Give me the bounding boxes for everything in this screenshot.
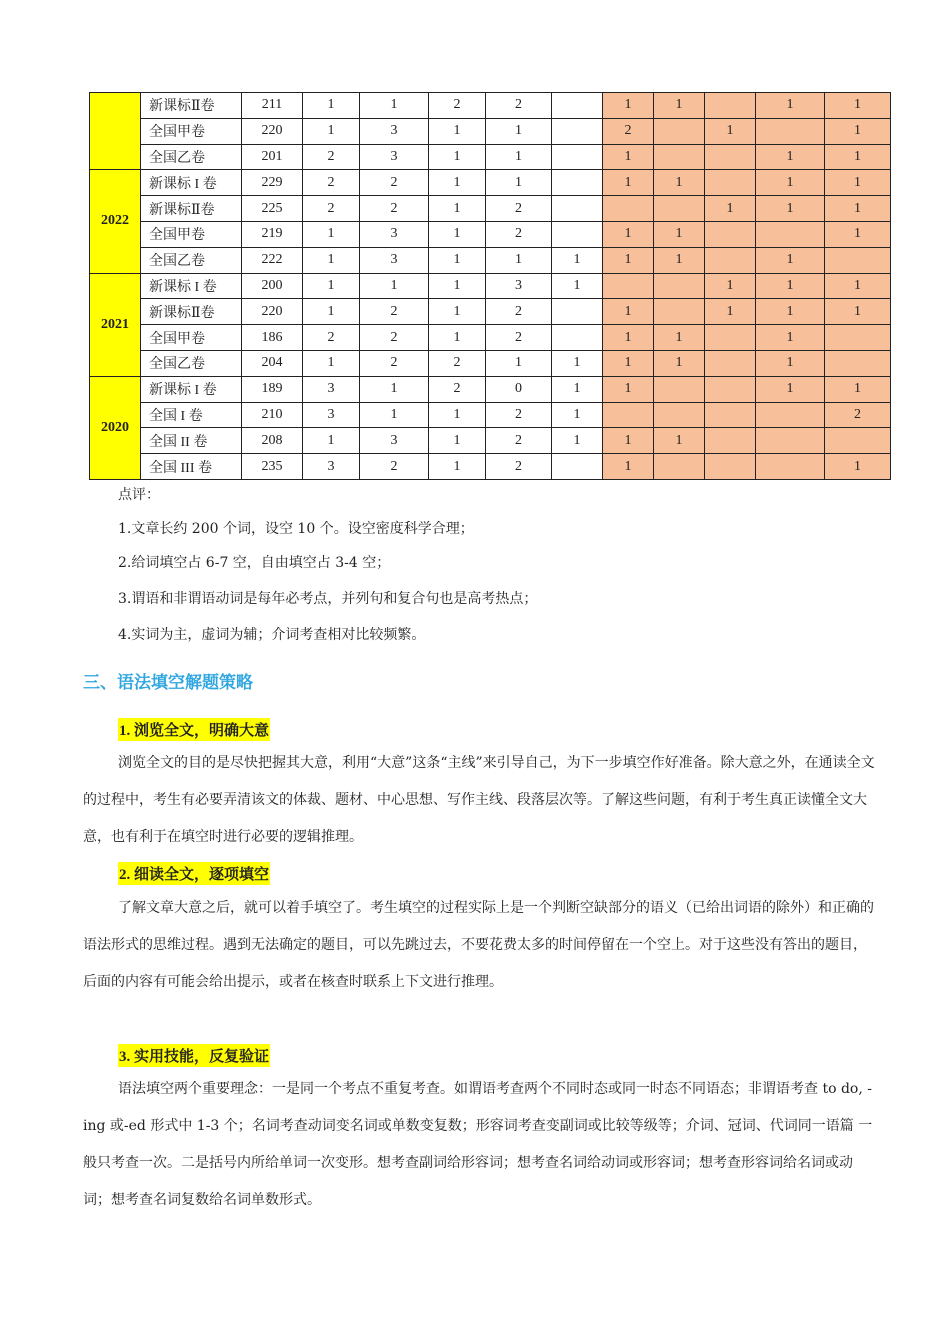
count-cell: 1 (360, 273, 429, 299)
year-cell: 2022 (90, 170, 141, 273)
count-cell: 1 (303, 273, 360, 299)
highlight-count-cell: 1 (603, 299, 654, 325)
count-cell: 3 (486, 273, 552, 299)
table-row (90, 221, 891, 247)
highlight-count-cell (705, 93, 756, 119)
count-cell: 3 (360, 221, 429, 247)
highlight-count-cell: 1 (825, 170, 891, 196)
count-cell: 1 (303, 118, 360, 144)
count-cell: 1 (429, 170, 486, 196)
highlight-count-cell: 1 (603, 350, 654, 376)
count-cell (552, 299, 603, 325)
highlight-count-cell: 1 (756, 170, 825, 196)
table-row (90, 299, 891, 325)
count-cell: 1 (429, 221, 486, 247)
comment-label: 点评： (118, 487, 160, 503)
count-cell: 2 (486, 221, 552, 247)
highlight-count-cell (705, 170, 756, 196)
count-cell: 2 (486, 428, 552, 454)
table-row (90, 428, 891, 454)
subsection-heading: 3. 实用技能，反复验证 (118, 1044, 270, 1067)
comment-item: 4.实词为主，虚词为辅；介词考查相对比较频繁。 (118, 627, 426, 643)
highlight-count-cell (705, 402, 756, 428)
count-cell: 1 (429, 144, 486, 170)
highlight-count-cell (654, 376, 705, 402)
count-cell: 1 (303, 428, 360, 454)
count-cell: 1 (429, 454, 486, 480)
count-cell: 2 (429, 376, 486, 402)
table-row (90, 93, 891, 119)
count-cell: 1 (429, 402, 486, 428)
word-count-cell: 211 (242, 93, 303, 119)
count-cell: 2 (360, 454, 429, 480)
count-cell: 2 (360, 350, 429, 376)
word-count-cell: 201 (242, 144, 303, 170)
word-count-cell: 200 (242, 273, 303, 299)
count-cell: 3 (303, 454, 360, 480)
paper-name-cell: 新课标 I 卷 (141, 376, 242, 402)
highlight-count-cell (756, 402, 825, 428)
highlight-count-cell: 1 (705, 118, 756, 144)
highlight-count-cell: 1 (756, 325, 825, 351)
paper-name-cell: 新课标 I 卷 (141, 170, 242, 196)
count-cell: 1 (360, 93, 429, 119)
word-count-cell: 208 (242, 428, 303, 454)
table-row (90, 454, 891, 480)
highlight-count-cell (654, 144, 705, 170)
count-cell: 3 (360, 118, 429, 144)
highlight-count-cell: 1 (825, 144, 891, 170)
highlight-count-cell: 1 (705, 273, 756, 299)
count-cell: 1 (486, 118, 552, 144)
highlight-count-cell (705, 454, 756, 480)
count-cell: 2 (486, 402, 552, 428)
highlight-count-cell (603, 402, 654, 428)
table-row (90, 144, 891, 170)
count-cell: 1 (303, 93, 360, 119)
paper-name-cell: 新课标Ⅱ卷 (141, 196, 242, 222)
subsection-heading: 1. 浏览全文，明确大意 (118, 718, 270, 741)
highlight-count-cell: 1 (654, 93, 705, 119)
highlight-count-cell: 1 (756, 93, 825, 119)
highlight-count-cell (705, 144, 756, 170)
highlight-count-cell: 1 (603, 221, 654, 247)
word-count-cell: 186 (242, 325, 303, 351)
highlight-count-cell: 1 (756, 247, 825, 273)
count-cell: 0 (486, 376, 552, 402)
highlight-count-cell: 1 (756, 299, 825, 325)
count-cell: 2 (486, 196, 552, 222)
highlight-count-cell: 1 (756, 350, 825, 376)
count-cell: 1 (552, 402, 603, 428)
highlight-count-cell: 1 (756, 376, 825, 402)
count-cell: 2 (486, 454, 552, 480)
table-row (90, 350, 891, 376)
count-cell: 2 (486, 93, 552, 119)
paper-name-cell: 全国 I 卷 (141, 402, 242, 428)
highlight-count-cell: 1 (825, 221, 891, 247)
count-cell: 2 (360, 325, 429, 351)
highlight-count-cell (705, 221, 756, 247)
word-count-cell: 222 (242, 247, 303, 273)
highlight-count-cell (756, 118, 825, 144)
highlight-count-cell (825, 428, 891, 454)
paper-name-cell: 全国乙卷 (141, 247, 242, 273)
highlight-count-cell: 1 (756, 196, 825, 222)
comment-item: 3.谓语和非谓语动词是每年必考点，并列句和复合句也是高考热点； (118, 591, 538, 607)
count-cell: 2 (360, 299, 429, 325)
subsection-paragraph: 语法填空两个重要理念：一是同一个考点不重复考查。如谓语考查两个不同时态或同一时态不同语态；非谓语考查 to do, -ing 或-ed 形式中 1-3 个；名词考查动词变名词或单数变复数；形容词考查变副词或比较等级等；介词、冠词、代词同一语篇 一般只考查一次。二是括号内所给单词一次变形。想考查副词给形容词；想考查名词给动词或形容词；想考查形容词给名词或动词；想考查名词复数给名词单数形式。 (83, 1081, 873, 1208)
paper-name-cell: 全国甲卷 (141, 325, 242, 351)
comment-item: 1.文章长约 200 个词，设空 10 个。设空密度科学合理； (118, 521, 474, 537)
highlight-count-cell (705, 325, 756, 351)
count-cell: 3 (360, 144, 429, 170)
count-cell: 1 (552, 247, 603, 273)
count-cell: 1 (552, 428, 603, 454)
count-cell (552, 93, 603, 119)
paper-name-cell: 新课标Ⅱ卷 (141, 93, 242, 119)
highlight-count-cell: 1 (654, 350, 705, 376)
count-cell: 1 (429, 299, 486, 325)
count-cell: 1 (429, 273, 486, 299)
highlight-count-cell: 1 (603, 325, 654, 351)
highlight-count-cell: 1 (654, 170, 705, 196)
highlight-count-cell: 1 (603, 247, 654, 273)
count-cell: 1 (552, 273, 603, 299)
count-cell: 1 (303, 350, 360, 376)
table-row (90, 325, 891, 351)
highlight-count-cell: 1 (705, 299, 756, 325)
count-cell (552, 196, 603, 222)
count-cell: 2 (360, 170, 429, 196)
table-row (90, 196, 891, 222)
count-cell: 1 (486, 247, 552, 273)
word-count-cell: 204 (242, 350, 303, 376)
highlight-count-cell: 1 (603, 93, 654, 119)
paper-name-cell: 全国甲卷 (141, 118, 242, 144)
subsection-paragraph: 了解文章大意之后，就可以着手填空了。考生填空的过程实际上是一个判断空缺部分的语义（已给出词语的除外）和正确的语法形式的思维过程。遇到无法确定的题目，可以先跳过去，不要花费太多的时间停留在一个空上。对于这些没有答出的题目，后面的内容有可能会给出提示，或者在核查时联系上下文进行推理。 (83, 900, 874, 990)
count-cell: 2 (429, 93, 486, 119)
highlight-count-cell: 1 (603, 170, 654, 196)
highlight-count-cell: 1 (825, 196, 891, 222)
highlight-count-cell (825, 350, 891, 376)
count-cell: 1 (429, 247, 486, 273)
count-cell: 1 (429, 196, 486, 222)
highlight-count-cell (654, 299, 705, 325)
count-cell: 1 (429, 325, 486, 351)
highlight-count-cell: 1 (825, 93, 891, 119)
highlight-count-cell (825, 247, 891, 273)
word-count-cell: 225 (242, 196, 303, 222)
highlight-count-cell: 1 (756, 273, 825, 299)
count-cell: 1 (486, 170, 552, 196)
count-cell: 1 (486, 350, 552, 376)
highlight-count-cell (705, 350, 756, 376)
highlight-count-cell (654, 118, 705, 144)
highlight-count-cell (654, 196, 705, 222)
count-cell: 2 (486, 325, 552, 351)
count-cell (552, 454, 603, 480)
count-cell: 2 (429, 350, 486, 376)
exam-statistics-table (89, 92, 891, 480)
count-cell: 3 (360, 247, 429, 273)
count-cell: 2 (303, 170, 360, 196)
count-cell: 3 (360, 428, 429, 454)
count-cell: 1 (429, 118, 486, 144)
count-cell: 2 (303, 196, 360, 222)
highlight-count-cell: 1 (654, 221, 705, 247)
count-cell (552, 221, 603, 247)
count-cell (552, 170, 603, 196)
highlight-count-cell (756, 221, 825, 247)
count-cell: 2 (486, 299, 552, 325)
word-count-cell: 229 (242, 170, 303, 196)
highlight-count-cell (705, 428, 756, 454)
highlight-count-cell (603, 196, 654, 222)
highlight-count-cell: 1 (825, 376, 891, 402)
count-cell (552, 144, 603, 170)
subsection-paragraph: 浏览全文的目的是尽快把握其大意，利用“大意”这条“主线”来引导自己，为下一步填空作好准备。除大意之外，在通读全文的过程中，考生有必要弄清该文的体裁、题材、中心思想、写作主线、段落层次等。了解这些问题，有利于考生真正读懂全文大意，也有利于在填空时进行必要的逻辑推理。 (83, 755, 875, 845)
table-row (90, 376, 891, 402)
count-cell: 1 (552, 376, 603, 402)
highlight-count-cell (705, 376, 756, 402)
count-cell: 1 (303, 221, 360, 247)
word-count-cell: 220 (242, 299, 303, 325)
paper-name-cell: 新课标 I 卷 (141, 273, 242, 299)
highlight-count-cell (654, 454, 705, 480)
highlight-count-cell: 1 (825, 299, 891, 325)
highlight-count-cell: 1 (654, 247, 705, 273)
highlight-count-cell (654, 273, 705, 299)
highlight-count-cell: 1 (603, 144, 654, 170)
count-cell: 2 (303, 325, 360, 351)
table-row (90, 402, 891, 428)
year-cell: 2021 (90, 273, 141, 376)
highlight-count-cell: 1 (603, 376, 654, 402)
highlight-count-cell (705, 247, 756, 273)
highlight-count-cell: 1 (603, 428, 654, 454)
section-title: 三、语法填空解题策略 (83, 673, 253, 693)
count-cell: 3 (303, 402, 360, 428)
count-cell: 1 (429, 428, 486, 454)
highlight-count-cell (756, 454, 825, 480)
subsection-heading: 2. 细读全文，逐项填空 (118, 862, 270, 885)
paper-name-cell: 全国 II 卷 (141, 428, 242, 454)
paper-name-cell: 全国乙卷 (141, 144, 242, 170)
count-cell (552, 325, 603, 351)
highlight-count-cell (603, 273, 654, 299)
year-cell (90, 93, 141, 170)
comment-item: 2.给词填空占 6-7 空，自由填空占 3-4 空； (118, 555, 391, 571)
count-cell: 1 (552, 350, 603, 376)
highlight-count-cell: 1 (654, 325, 705, 351)
highlight-count-cell: 2 (825, 402, 891, 428)
count-cell: 1 (360, 376, 429, 402)
count-cell: 3 (303, 376, 360, 402)
paper-name-cell: 全国乙卷 (141, 350, 242, 376)
highlight-count-cell: 1 (603, 454, 654, 480)
count-cell: 1 (486, 144, 552, 170)
highlight-count-cell: 1 (825, 118, 891, 144)
word-count-cell: 235 (242, 454, 303, 480)
word-count-cell: 219 (242, 221, 303, 247)
table-body (90, 93, 891, 480)
highlight-count-cell (654, 402, 705, 428)
highlight-count-cell: 1 (825, 454, 891, 480)
highlight-count-cell: 1 (756, 144, 825, 170)
table-row (90, 118, 891, 144)
highlight-count-cell: 2 (603, 118, 654, 144)
paper-name-cell: 全国甲卷 (141, 221, 242, 247)
count-cell: 1 (303, 299, 360, 325)
paper-name-cell: 全国 III 卷 (141, 454, 242, 480)
table-row (90, 170, 891, 196)
count-cell: 2 (360, 196, 429, 222)
paper-name-cell: 新课标Ⅱ卷 (141, 299, 242, 325)
highlight-count-cell: 1 (654, 428, 705, 454)
count-cell: 1 (360, 402, 429, 428)
count-cell: 1 (303, 247, 360, 273)
word-count-cell: 210 (242, 402, 303, 428)
highlight-count-cell: 1 (705, 196, 756, 222)
word-count-cell: 189 (242, 376, 303, 402)
highlight-count-cell (825, 325, 891, 351)
table-row (90, 247, 891, 273)
year-cell: 2020 (90, 376, 141, 479)
highlight-count-cell: 1 (825, 273, 891, 299)
count-cell (552, 118, 603, 144)
table-row (90, 273, 891, 299)
highlight-count-cell (756, 428, 825, 454)
count-cell: 2 (303, 144, 360, 170)
word-count-cell: 220 (242, 118, 303, 144)
